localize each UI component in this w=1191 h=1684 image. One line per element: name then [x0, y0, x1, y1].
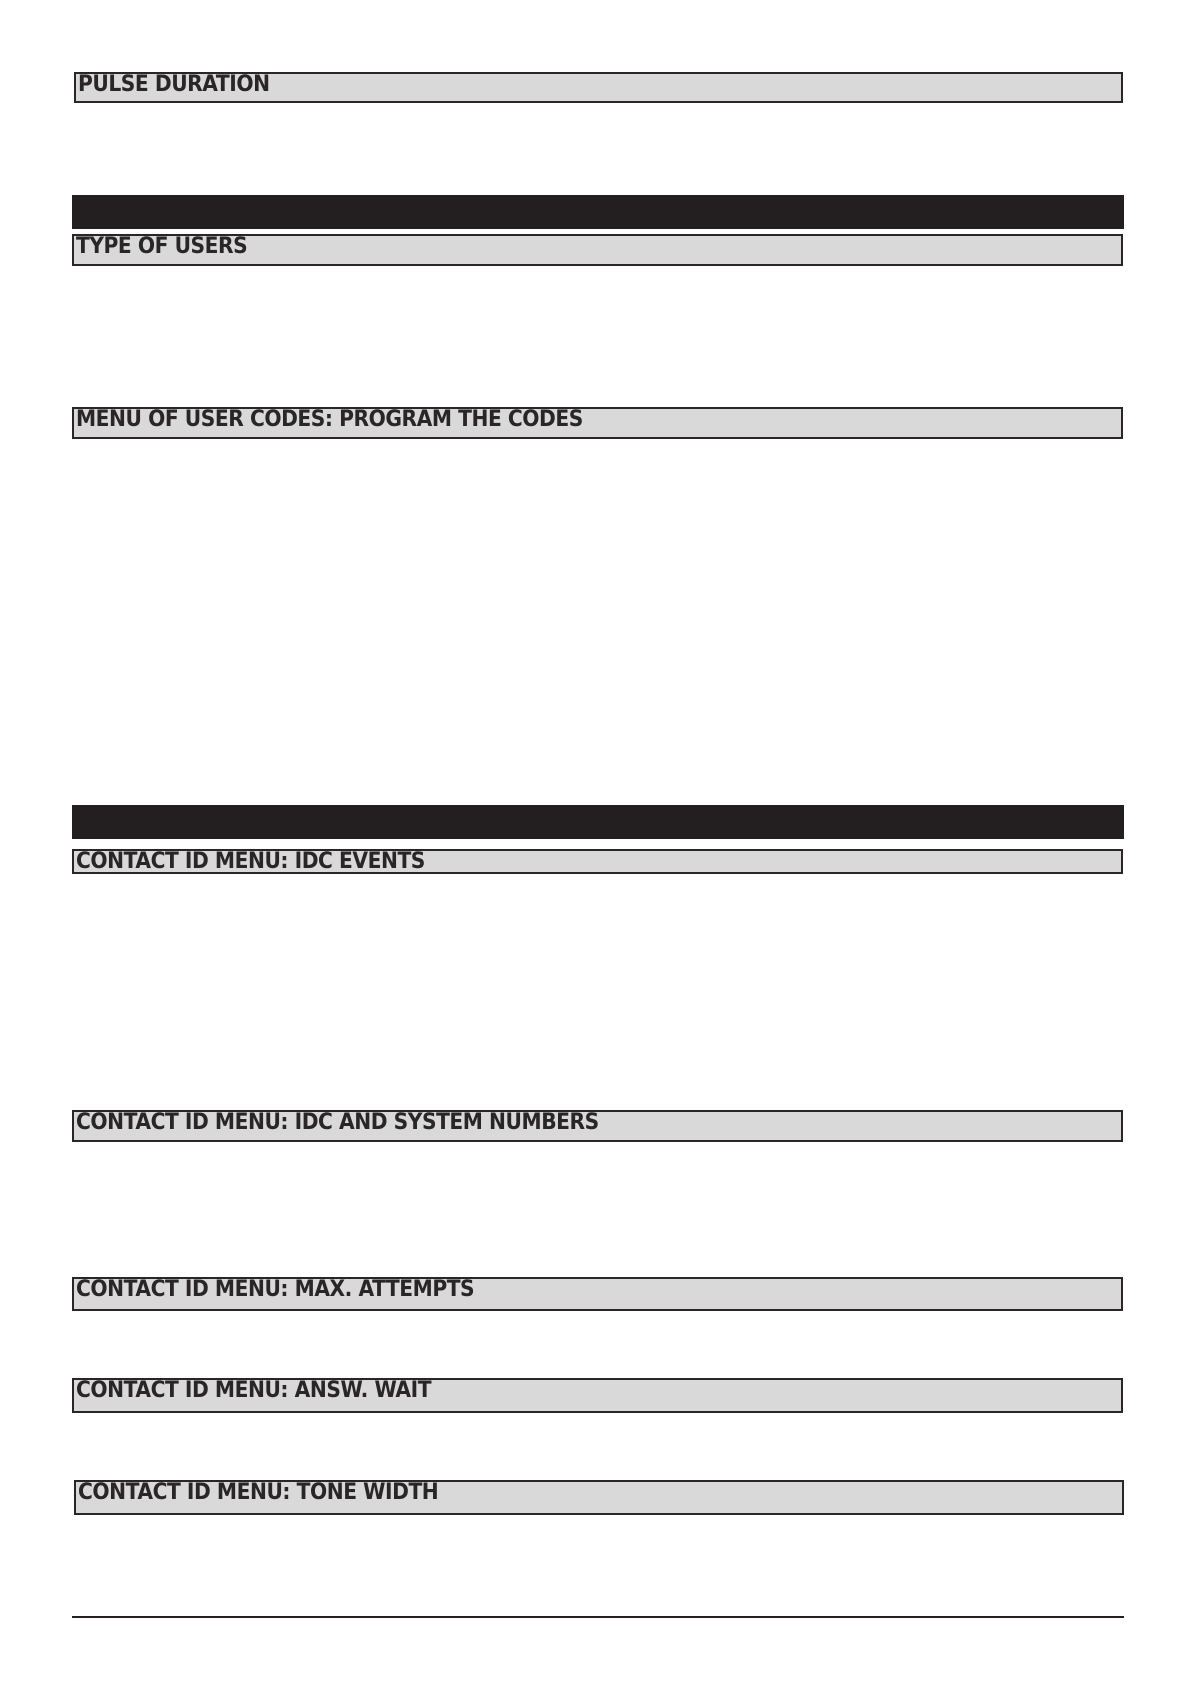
section-header-tone-width: [74, 1480, 1124, 1515]
section-title: TYPE OF USERS: [76, 234, 248, 259]
section-title: CONTACT ID MENU: ANSW. WAIT: [76, 1378, 432, 1403]
section-header-user-codes: [72, 407, 1123, 439]
section-header-max-attempts: [72, 1277, 1123, 1311]
section-header-answ-wait: [72, 1378, 1123, 1413]
section-header-pulse-duration: [74, 72, 1123, 103]
section-title: CONTACT ID MENU: IDC AND SYSTEM NUMBERS: [76, 1110, 599, 1135]
section-header-idc-events: [72, 849, 1123, 874]
section-title: MENU OF USER CODES: PROGRAM THE CODES: [76, 407, 583, 432]
section-title: CONTACT ID MENU: MAX. ATTEMPTS: [76, 1277, 475, 1302]
footer-rule: [72, 1616, 1124, 1618]
section-header-type-of-users: [72, 234, 1123, 266]
section-title: CONTACT ID MENU: TONE WIDTH: [78, 1480, 439, 1505]
section-header-idc-system-numbers: [72, 1110, 1123, 1142]
section-divider-bar: [72, 195, 1124, 229]
section-divider-bar: [72, 805, 1124, 839]
section-title: CONTACT ID MENU: IDC EVENTS: [76, 849, 425, 874]
section-title: PULSE DURATION: [78, 72, 270, 97]
